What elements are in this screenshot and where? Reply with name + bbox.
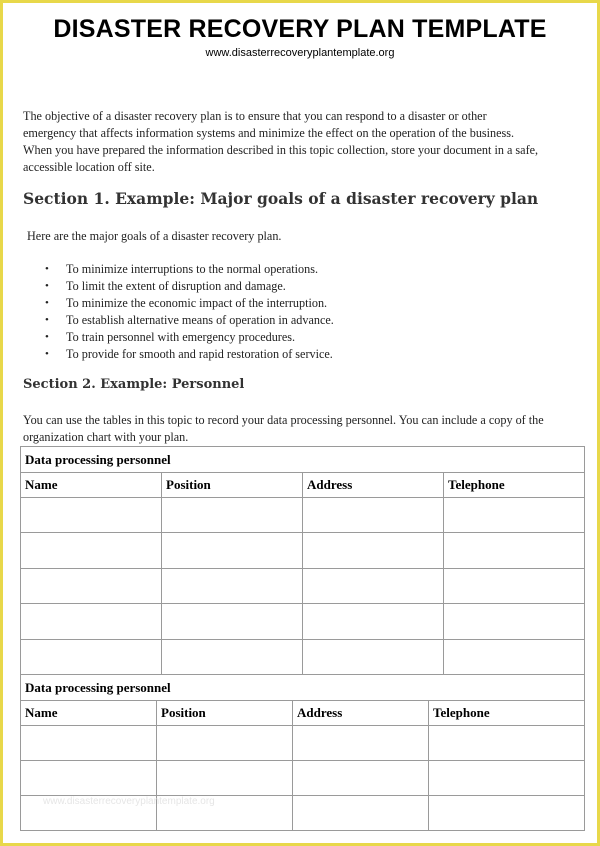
table-cell[interactable]: [293, 796, 429, 831]
bullet-icon: •: [45, 314, 49, 326]
source-url: www.disasterrecoveryplantemplate.org: [205, 47, 395, 59]
section-2-paragraph: [23, 412, 588, 446]
table-cell[interactable]: [293, 726, 429, 761]
bullet-icon: •: [45, 263, 49, 275]
table-cell[interactable]: [444, 569, 585, 604]
table-cell[interactable]: [162, 604, 303, 640]
column-header-address: Address: [293, 701, 429, 726]
table-cell[interactable]: [303, 640, 444, 675]
intro-line: The objective of a disaster recovery plan is to ensure that you can respond to a disaster or other: [23, 109, 487, 123]
table-cell[interactable]: [162, 498, 303, 533]
list-item: [45, 295, 334, 312]
table-row: [21, 498, 585, 533]
list-item: [45, 329, 334, 346]
paragraph-line: organization chart with your plan.: [23, 430, 189, 444]
list-item: [45, 278, 334, 295]
bullet-icon: •: [45, 331, 49, 343]
column-header-name: Name: [21, 473, 162, 498]
goal-text: To minimize the economic impact of the interruption.: [66, 296, 328, 310]
table-cell[interactable]: [21, 498, 162, 533]
table-row: [21, 533, 585, 569]
goal-text: To train personnel with emergency procedures.: [66, 330, 296, 344]
document-title: DISASTER RECOVERY PLAN TEMPLATE: [53, 15, 547, 43]
table-cell[interactable]: [21, 533, 162, 569]
paragraph-line: You can use the tables in this topic to record your data processing personnel. You can include a copy of the: [23, 413, 544, 427]
column-header-name: Name: [21, 701, 157, 726]
intro-paragraph: [23, 108, 583, 176]
table-header-row: [21, 473, 585, 498]
table-cell[interactable]: [162, 640, 303, 675]
section-1-heading: Section 1. Example: Major goals of a disaster recovery plan: [23, 189, 539, 208]
table-cell[interactable]: [429, 796, 585, 831]
personnel-table-2: [20, 674, 585, 831]
table-cell[interactable]: [444, 640, 585, 675]
table-caption-row: [21, 447, 585, 473]
table-caption-row: [21, 675, 585, 701]
table-cell[interactable]: [21, 640, 162, 675]
section-2-heading: Section 2. Example: Personnel: [23, 377, 245, 392]
table-row: [21, 569, 585, 604]
column-header-address: Address: [303, 473, 444, 498]
column-header-telephone: Telephone: [429, 701, 585, 726]
list-item: [45, 312, 334, 329]
intro-line: accessible location off site.: [23, 160, 155, 174]
bullet-icon: •: [45, 280, 49, 292]
table-cell[interactable]: [429, 726, 585, 761]
table-cell[interactable]: [303, 604, 444, 640]
section-1-lead: Here are the major goals of a disaster recovery plan.: [27, 229, 282, 243]
goal-text: To limit the extent of disruption and damage.: [66, 279, 286, 293]
column-header-telephone: Telephone: [444, 473, 585, 498]
table-cell[interactable]: [293, 761, 429, 796]
table-cell[interactable]: [303, 533, 444, 569]
table-cell[interactable]: [157, 761, 293, 796]
table-cell[interactable]: [21, 569, 162, 604]
table-cell[interactable]: [162, 569, 303, 604]
table-row: [21, 604, 585, 640]
table-cell[interactable]: [444, 533, 585, 569]
list-item: [45, 261, 334, 278]
table-cell[interactable]: [21, 761, 157, 796]
table-row: [21, 640, 585, 675]
intro-line: When you have prepared the information described in this topic collection, store your document in a safe,: [23, 143, 539, 157]
table-header-row: [21, 701, 585, 726]
goal-text: To minimize interruptions to the normal operations.: [66, 262, 318, 276]
column-header-position: Position: [157, 701, 293, 726]
table-cell[interactable]: [444, 498, 585, 533]
list-item: [45, 346, 334, 363]
table-cell[interactable]: [303, 498, 444, 533]
table-row: [21, 761, 585, 796]
table-row: [21, 726, 585, 761]
personnel-table-1: [20, 446, 585, 675]
table-cell[interactable]: [303, 569, 444, 604]
table-cell[interactable]: [21, 604, 162, 640]
table-caption: Data processing personnel: [21, 447, 585, 473]
goals-list: [45, 261, 334, 363]
watermark: www.disasterrecoveryplantemplate.org: [43, 796, 215, 807]
table-cell[interactable]: [21, 726, 157, 761]
intro-line: emergency that affects information systems and minimize the effect on the operation of the business.: [23, 126, 515, 140]
table-caption: Data processing personnel: [21, 675, 585, 701]
goal-text: To establish alternative means of operation in advance.: [66, 313, 334, 327]
bullet-icon: •: [45, 297, 49, 309]
table-cell[interactable]: [162, 533, 303, 569]
table-cell[interactable]: [429, 761, 585, 796]
column-header-position: Position: [162, 473, 303, 498]
goal-text: To provide for smooth and rapid restoration of service.: [66, 347, 333, 361]
bullet-icon: •: [45, 348, 49, 360]
table-cell[interactable]: [157, 726, 293, 761]
table-cell[interactable]: [444, 604, 585, 640]
